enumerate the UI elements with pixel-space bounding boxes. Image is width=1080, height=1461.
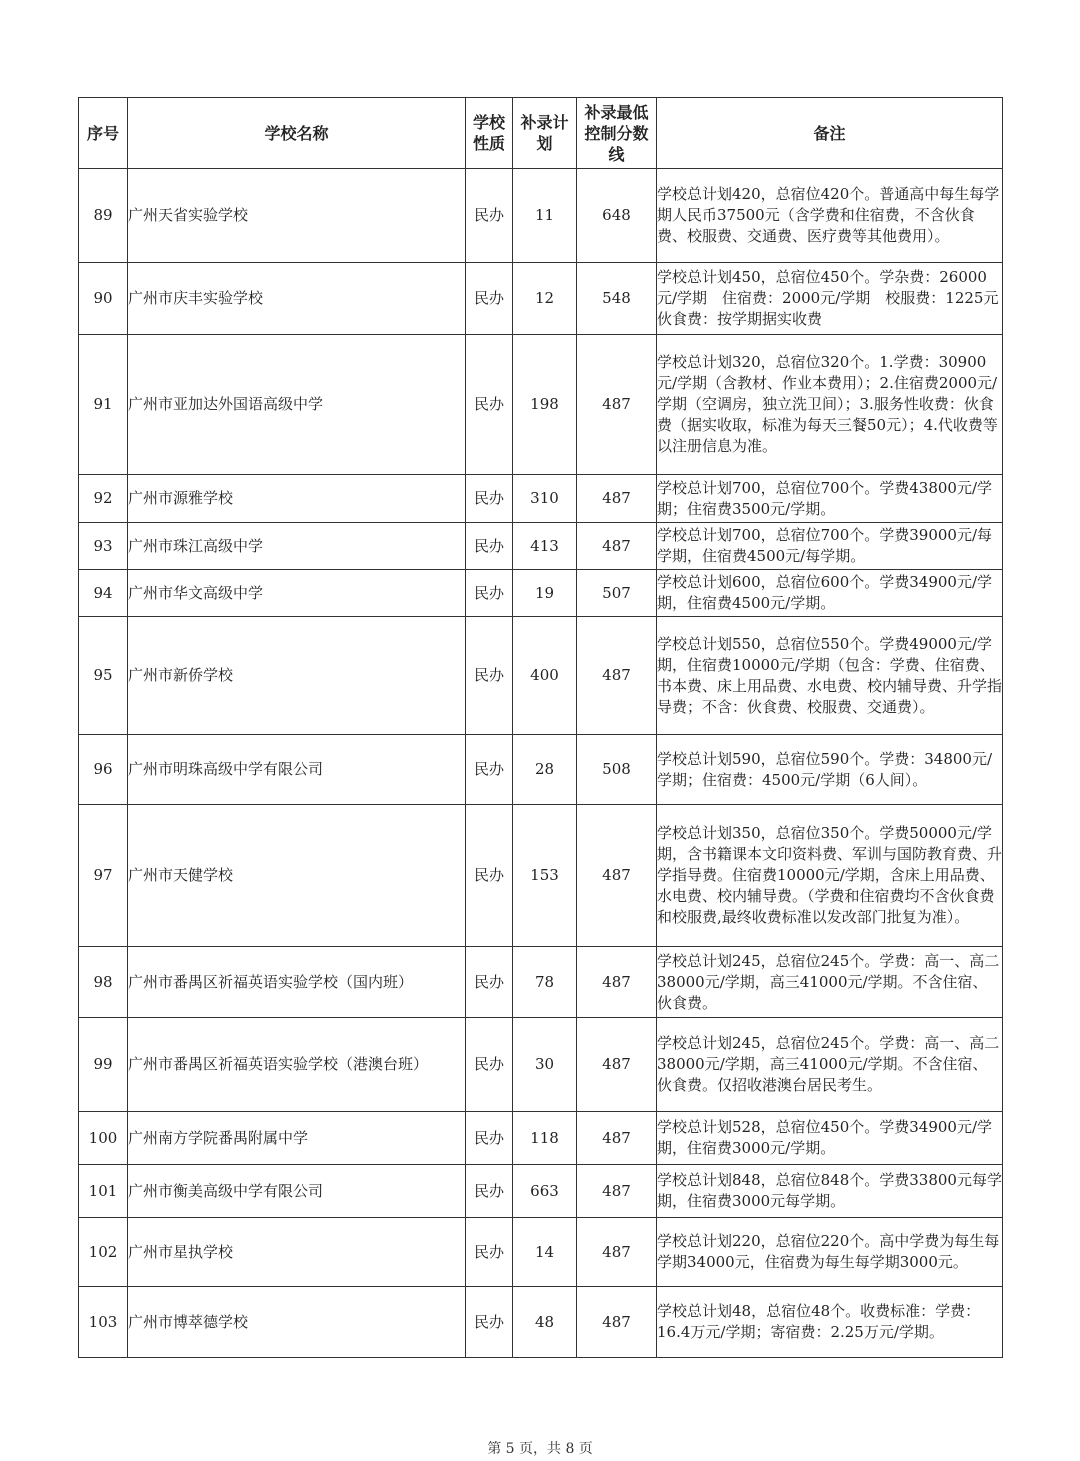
table-row bbox=[79, 475, 1003, 523]
cell-note: 学校总计划320，总宿位320个。1.学费：30900元/学期（含教材、作业本费用）；2.住宿费2000元/学期（空调房，独立洗卫间）；3.服务性收费：伙食费（据实收取，标准为每天三餐50元）；4.代收费等以注册信息为准。 bbox=[657, 335, 1003, 475]
cell-no: 92 bbox=[79, 475, 128, 523]
cell-note: 学校总计划600，总宿位600个。学费34900元/学期，住宿费4500元/学期。 bbox=[657, 570, 1003, 617]
cell-min-score: 487 bbox=[577, 617, 657, 735]
cell-no: 94 bbox=[79, 570, 128, 617]
cell-min-score: 487 bbox=[577, 1018, 657, 1112]
admission-table bbox=[78, 97, 1014, 1358]
cell-school-name: 广州市源雅学校 bbox=[128, 475, 466, 523]
cell-plan: 30 bbox=[513, 1018, 577, 1112]
cell-note: 学校总计划450，总宿位450个。学杂费：26000元/学期 住宿费：2000元/学期 校服费：1225元 伙食费：按学期据实收费 bbox=[657, 263, 1003, 335]
cell-note: 学校总计划700，总宿位700个。学费39000元/每学期，住宿费4500元/每学期。 bbox=[657, 523, 1003, 570]
cell-no: 98 bbox=[79, 947, 128, 1018]
cell-plan: 28 bbox=[513, 735, 577, 805]
table-row bbox=[79, 1165, 1003, 1218]
cell-no: 100 bbox=[79, 1112, 128, 1165]
table-row bbox=[79, 1287, 1003, 1358]
cell-no: 91 bbox=[79, 335, 128, 475]
cell-plan: 12 bbox=[513, 263, 577, 335]
cell-min-score: 487 bbox=[577, 1218, 657, 1287]
page-footer: 第 5 页，共 8 页 bbox=[487, 1441, 593, 1457]
cell-plan: 413 bbox=[513, 523, 577, 570]
cell-note: 学校总计划350，总宿位350个。学费50000元/学期，含书籍课本文印资料费、军训与国防教育费、升学指导费。住宿费10000元/学期，含床上用品费、水电费、校内辅导费。（学费和住宿费均不含伙食费和校服费,最终收费标准以发改部门批复为准）。 bbox=[657, 805, 1003, 947]
header-note: 备注 bbox=[657, 98, 1003, 169]
cell-note: 学校总计划700，总宿位700个。学费43800元/学期；住宿费3500元/学期。 bbox=[657, 475, 1003, 523]
cell-school-name: 广州市新侨学校 bbox=[128, 617, 466, 735]
header-plan: 补录计划 bbox=[513, 98, 577, 169]
table-row bbox=[79, 1018, 1003, 1112]
cell-plan: 78 bbox=[513, 947, 577, 1018]
cell-school-type: 民办 bbox=[466, 947, 513, 1018]
cell-note: 学校总计划48，总宿位48个。收费标准：学费：16.4万元/学期；寄宿费：2.25万元/学期。 bbox=[657, 1287, 1003, 1358]
cell-note: 学校总计划245，总宿位245个。学费：高一、高二38000元/学期，高三41000元/学期。不含住宿、伙食费。 bbox=[657, 947, 1003, 1018]
cell-school-type: 民办 bbox=[466, 1112, 513, 1165]
table-row bbox=[79, 1112, 1003, 1165]
cell-school-name: 广州市天健学校 bbox=[128, 805, 466, 947]
cell-school-type: 民办 bbox=[466, 1287, 513, 1358]
cell-school-name: 广州市星执学校 bbox=[128, 1218, 466, 1287]
cell-no: 93 bbox=[79, 523, 128, 570]
cell-note: 学校总计划590，总宿位590个。学费：34800元/学期；住宿费：4500元/学期（6人间）。 bbox=[657, 735, 1003, 805]
cell-school-name: 广州市博萃德学校 bbox=[128, 1287, 466, 1358]
cell-no: 99 bbox=[79, 1018, 128, 1112]
table-row bbox=[79, 335, 1003, 475]
cell-no: 97 bbox=[79, 805, 128, 947]
cell-plan: 14 bbox=[513, 1218, 577, 1287]
cell-min-score: 487 bbox=[577, 523, 657, 570]
cell-school-name: 广州市番禺区祈福英语实验学校（港澳台班） bbox=[128, 1018, 466, 1112]
cell-no: 101 bbox=[79, 1165, 128, 1218]
cell-plan: 663 bbox=[513, 1165, 577, 1218]
table-row bbox=[79, 1218, 1003, 1287]
header-school-type: 学校性质 bbox=[466, 98, 513, 169]
cell-plan: 400 bbox=[513, 617, 577, 735]
cell-school-name: 广州市番禺区祈福英语实验学校（国内班） bbox=[128, 947, 466, 1018]
cell-school-type: 民办 bbox=[466, 735, 513, 805]
cell-school-name: 广州市衡美高级中学有限公司 bbox=[128, 1165, 466, 1218]
header-school-name: 学校名称 bbox=[128, 98, 466, 169]
cell-school-type: 民办 bbox=[466, 263, 513, 335]
cell-note: 学校总计划528，总宿位450个。学费34900元/学期，住宿费3000元/学期。 bbox=[657, 1112, 1003, 1165]
cell-no: 103 bbox=[79, 1287, 128, 1358]
cell-school-type: 民办 bbox=[466, 1218, 513, 1287]
cell-school-type: 民办 bbox=[466, 523, 513, 570]
cell-school-type: 民办 bbox=[466, 335, 513, 475]
cell-plan: 19 bbox=[513, 570, 577, 617]
cell-min-score: 648 bbox=[577, 169, 657, 263]
cell-plan: 310 bbox=[513, 475, 577, 523]
cell-min-score: 487 bbox=[577, 335, 657, 475]
cell-school-type: 民办 bbox=[466, 169, 513, 263]
cell-school-type: 民办 bbox=[466, 617, 513, 735]
cell-plan: 153 bbox=[513, 805, 577, 947]
cell-school-name: 广州市亚加达外国语高级中学 bbox=[128, 335, 466, 475]
cell-school-name: 广州市明珠高级中学有限公司 bbox=[128, 735, 466, 805]
cell-school-type: 民办 bbox=[466, 1018, 513, 1112]
cell-school-type: 民办 bbox=[466, 1165, 513, 1218]
header-no: 序号 bbox=[79, 98, 128, 169]
cell-no: 90 bbox=[79, 263, 128, 335]
cell-min-score: 487 bbox=[577, 1287, 657, 1358]
cell-note: 学校总计划245，总宿位245个。学费：高一、高二38000元/学期，高三41000元/学期。不含住宿、伙食费。仅招收港澳台居民考生。 bbox=[657, 1018, 1003, 1112]
cell-min-score: 487 bbox=[577, 1165, 657, 1218]
cell-school-name: 广州南方学院番禺附属中学 bbox=[128, 1112, 466, 1165]
cell-school-name: 广州天省实验学校 bbox=[128, 169, 466, 263]
cell-min-score: 487 bbox=[577, 1112, 657, 1165]
table-row bbox=[79, 805, 1003, 947]
cell-plan: 48 bbox=[513, 1287, 577, 1358]
table-row bbox=[79, 570, 1003, 617]
cell-no: 102 bbox=[79, 1218, 128, 1287]
cell-no: 96 bbox=[79, 735, 128, 805]
cell-plan: 11 bbox=[513, 169, 577, 263]
cell-min-score: 508 bbox=[577, 735, 657, 805]
cell-no: 95 bbox=[79, 617, 128, 735]
table-row bbox=[79, 263, 1003, 335]
cell-min-score: 487 bbox=[577, 805, 657, 947]
cell-note: 学校总计划848，总宿位848个。学费33800元每学期，住宿费3000元每学期。 bbox=[657, 1165, 1003, 1218]
header-min-score: 补录最低控制分数线 bbox=[577, 98, 657, 169]
cell-min-score: 487 bbox=[577, 947, 657, 1018]
cell-no: 89 bbox=[79, 169, 128, 263]
cell-school-type: 民办 bbox=[466, 570, 513, 617]
cell-note: 学校总计划420，总宿位420个。普通高中每生每学期人民币37500元（含学费和住宿费，不含伙食费、校服费、交通费、医疗费等其他费用）。 bbox=[657, 169, 1003, 263]
table-row bbox=[79, 735, 1003, 805]
cell-min-score: 507 bbox=[577, 570, 657, 617]
cell-plan: 198 bbox=[513, 335, 577, 475]
table-row bbox=[79, 947, 1003, 1018]
cell-school-name: 广州市庆丰实验学校 bbox=[128, 263, 466, 335]
cell-school-type: 民办 bbox=[466, 805, 513, 947]
table-row bbox=[79, 617, 1003, 735]
cell-plan: 118 bbox=[513, 1112, 577, 1165]
cell-school-name: 广州市华文高级中学 bbox=[128, 570, 466, 617]
cell-min-score: 487 bbox=[577, 475, 657, 523]
cell-note: 学校总计划220，总宿位220个。高中学费为每生每学期34000元，住宿费为每生每学期3000元。 bbox=[657, 1218, 1003, 1287]
table-header-row bbox=[79, 98, 1003, 169]
cell-school-name: 广州市珠江高级中学 bbox=[128, 523, 466, 570]
cell-school-type: 民办 bbox=[466, 475, 513, 523]
table-row bbox=[79, 169, 1003, 263]
table-row bbox=[79, 523, 1003, 570]
cell-note: 学校总计划550，总宿位550个。学费49000元/学期，住宿费10000元/学期（包含：学费、住宿费、书本费、床上用品费、水电费、校内辅导费、升学指导费；不含：伙食费、校服费、交通费）。 bbox=[657, 617, 1003, 735]
cell-min-score: 548 bbox=[577, 263, 657, 335]
